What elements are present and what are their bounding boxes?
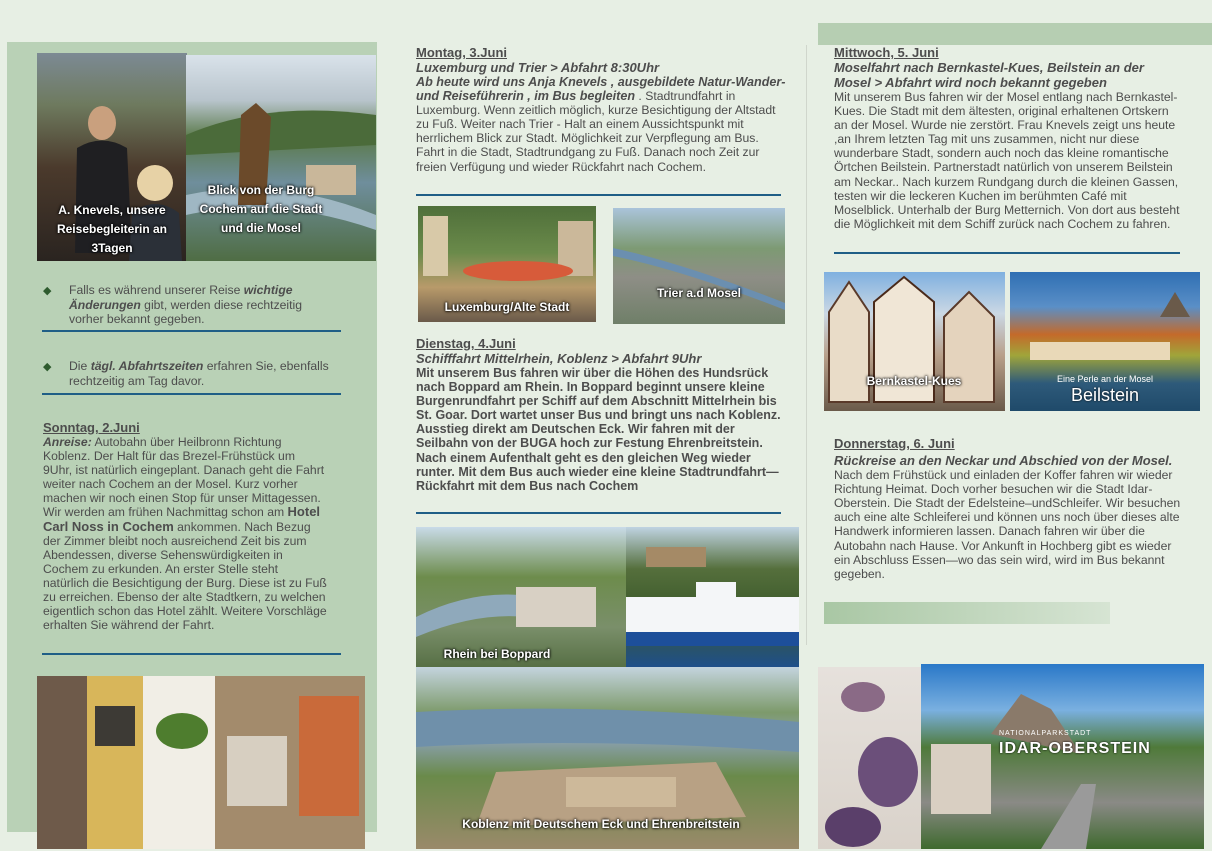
photo-koblenz (416, 667, 799, 849)
photo-rhine-ship (626, 527, 799, 667)
luxemburg-caption: Luxemburg/Alte Stadt (444, 300, 570, 314)
boppard-caption: Rhein bei Boppard (443, 647, 551, 661)
note-departure-times: ◆ Die tägl. Abfahrtszeiten erfahren Sie, ebenfalls rechtzeitig am Tag davor. (43, 359, 329, 388)
section-mittwoch (834, 45, 1182, 231)
photo-gemstones (818, 667, 921, 849)
photo-trier (613, 208, 785, 324)
montag-title: Montag, 3.Juni (416, 45, 507, 60)
photo-idar-oberstein (921, 664, 1204, 849)
column-divider (806, 45, 807, 645)
cochem-caption: Blick von der Burg Cochem auf die Stadt und die Mosel (199, 183, 323, 235)
bernkastel-caption: Bernkastel-Kues (866, 374, 962, 388)
mittwoch-subtitle: Moselfahrt nach Bernkastel-Kues, Beilstein an der Mosel > Abfahrt wird noch bekannt gegeben (834, 60, 1144, 90)
sonntag-body: Anreise: Autobahn über Heilbronn Richtung Koblenz. Der Halt für das Brezel-Frühstück um 9Uhr, ist natürlich eingeplant. Danach geht die Fahrt weiter nach Cochem an der Mosel. Kurz vorher machen wir noch einen Stop für unser Mittagessen. Wir werden am frühen Nachmittag schon am Hotel Carl Noss in Cochem ankommen. Nach Bezug der Zimmer bleibt noch ausreichend Zeit bis zum Abendessen, diverse Sehenswürdigkeiten in Cochem zu erkunden. An erster Stelle steht natürlich die Besichtigung der Burg. Diese ist zu Fuß zu erreichen. Ebenso der alte Stadtkern, zu welchen eigentlich schon das Hotel zählt. Weitere Vorschläge erhalten Sie während der Fahrt. (43, 435, 327, 633)
idar-tagline: NATIONALPARKSTADT (999, 730, 1092, 737)
diamond-bullet-icon: ◆ (43, 361, 52, 373)
montag-body: Ab heute wird uns Anja Knevels , ausgebildete Natur-Wander-und Reiseführerin , im Bus begleiten . Stadtrundfahrt in Luxemburg. Wenn zeitlich möglich, kurze Besichtigung der Altstadt zu Fuß. Weiter nach Trier - Halt an einem Aussichtspunkt mit herrlichem Blick zur Stadt. Möglichkeit zur Verpflegung am Bus. Fahrt in die Stadt, Stadtrundgang zu Fuß. Danach noch Zeit zur freien Verfügung und wieder Rückfahrt nach Cochem. (416, 75, 786, 174)
section-donnerstag (834, 436, 1182, 581)
photo-cochem (186, 55, 376, 261)
donnerstag-body: Rückreise an den Neckar und Abschied von der Mosel. Nach dem Frühstück und einladen der Koffer fahren wir wieder Richtung Heimat. Doch vorher besuchen wir die Stadt Idar-Oberstein. Die Stadt der Edelsteine–undSchleifer. Wir besuchen auch eine alte Schleiferei und können uns noch über dieses alte Handwerk informieren lassen. Danach fahren wir über die Autobahn nach Hause. Vor Ankunft in Hochberg gibt es wieder ein Abschluss Essen—wo das sein wird, wird im Bus bekannt gegeben. (834, 453, 1181, 581)
divider-rule (834, 252, 1180, 254)
sonntag-title: Sonntag, 2.Juni (43, 420, 140, 435)
dienstag-title: Dienstag, 4.Juni (416, 336, 516, 351)
photo-luxemburg (418, 206, 596, 322)
section-dienstag (416, 336, 788, 493)
dienstag-body: Mit unserem Bus fahren wir über die Höhen des Hundsrück nach Boppard am Rhein. In Boppard beginnt unsere kleine Burgenrundfahrt per Schiff auf dem Abschnitt Mittelrhein bis St. Goar. Dort wartet unser Bus und bringt uns nach Koblenz. Ausstieg direkt am Deutschen Eck. Wir fahren mit der Seilbahn von der BUGA hoch zur Festung Ehrenbreitstein. Nach einem Aufenthalt geht es den gleichen Weg wieder runter. Mit dem Bus auch wieder eine kleine Stadtrundfahrt—Rückfahrt mit dem Bus nach Cochem (416, 366, 781, 493)
mittwoch-title: Mittwoch, 5. Juni (834, 45, 939, 60)
mittwoch-body: Mit unserem Bus fahren wir der Mosel entlang nach Bernkastel-Kues. Die Stadt mit dem ältesten, original erhaltenen Ortskern an der Mosel. Wurde nie zerstört. Frau Knevels zeigt uns heute ,an Ihrem letzten Tag mit uns zusammen, nicht nur diese wunderbare Stadt, sondern auch noch das kleine romantische Örtchen Beilstein. Partnerstadt natürlich von unserem Beilstein am Neckar.. Nach kurzem Rundgang durch die kleinen Gassen, testen wir die leckeren Kuchen im berühmten Café mit Moselblick. Unterhalb der Burg Metternich. Von dort aus besteht die Möglichkeit mit dem Schiff zurück nach Cochem zu fahren. (834, 90, 1180, 231)
section-montag (416, 45, 788, 174)
dienstag-subtitle: Schifffahrt Mittelrhein, Koblenz > Abfahrt 9Uhr (416, 351, 702, 366)
divider-rule (416, 194, 781, 196)
photo-beilstein (1010, 272, 1200, 411)
divider-rule (42, 393, 341, 395)
divider-rule (416, 512, 781, 514)
beilstein-tagline: Eine Perle an der Mosel (1056, 374, 1154, 384)
trier-caption: Trier a.d Mosel (656, 286, 742, 300)
knevels-caption: A. Knevels, unsere Reisebegleiterin an 3Tagen (56, 203, 168, 255)
section-sonntag (43, 420, 327, 632)
note-changes: ◆ Falls es während unserer Reise wichtige Änderungen gibt, werden diese rechtzeitig vorher bekannt gegeben. (43, 283, 303, 326)
donnerstag-title: Donnerstag, 6. Juni (834, 436, 955, 451)
divider-rule (42, 653, 341, 655)
photo-bernkastel (824, 272, 1005, 411)
beilstein-title: Beilstein (1070, 385, 1140, 405)
diamond-bullet-icon: ◆ (43, 285, 52, 297)
photo-cochem-collage (37, 676, 365, 849)
photo-knevels (37, 53, 187, 261)
montag-subtitle: Luxemburg und Trier > Abfahrt 8:30Uhr (416, 60, 660, 75)
middle-green-bar (824, 602, 1110, 624)
koblenz-caption: Koblenz mit Deutschem Eck und Ehrenbreitstein (462, 817, 740, 831)
divider-rule (42, 330, 341, 332)
top-green-bar (818, 23, 1212, 45)
idar-title: IDAR-OBERSTEIN (999, 740, 1151, 757)
